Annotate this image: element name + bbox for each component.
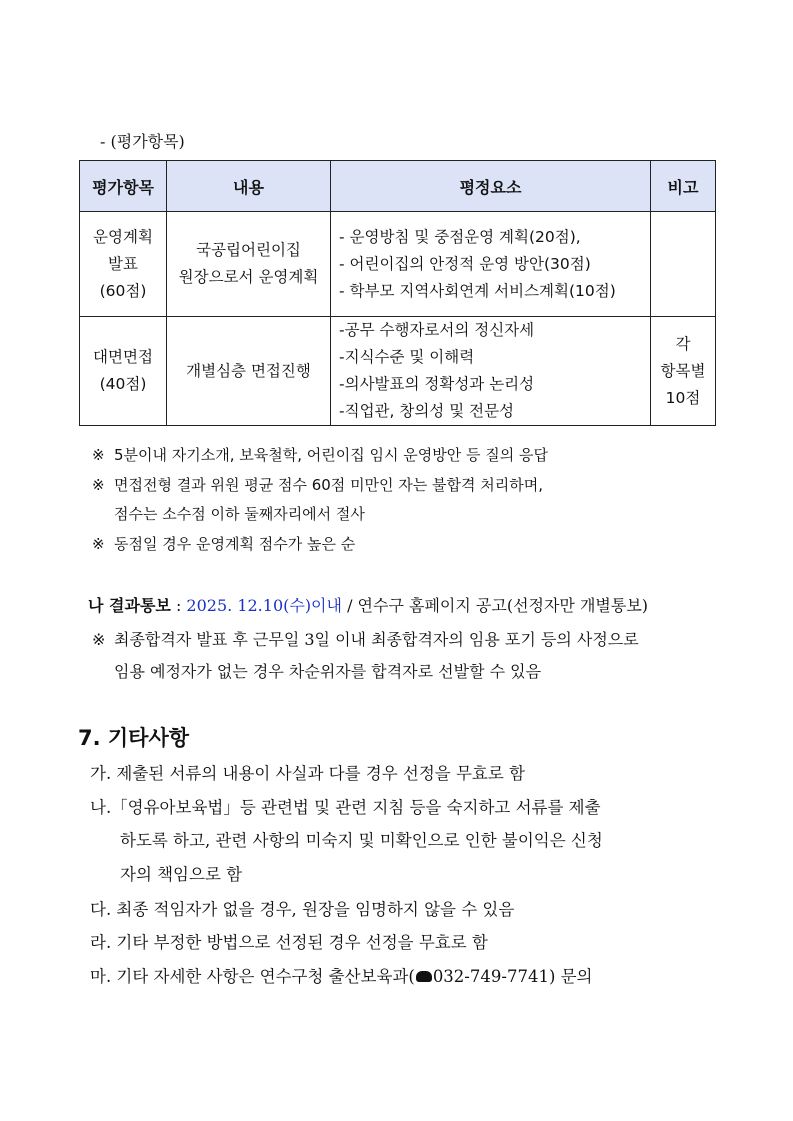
cell-content: 국공립어린이집 원장으로서 운영계획 (167, 212, 331, 317)
note: ※ 5분이내 자기소개, 보육철학, 어린이집 임시 운영방안 등 질의 응답 (92, 446, 548, 464)
list-item-continuation: 하도록 하고, 관련 사항의 미숙지 및 미확인으로 인한 불이익은 신청 (120, 831, 603, 850)
note-mark: ※ (92, 446, 105, 464)
result-date: 2025. 12.10(수)이내 (186, 596, 342, 615)
table-row (80, 317, 716, 426)
cell-factors: -공무 수행자로서의 정신자세 -지식수준 및 이해력 -의사발표의 정확성과 논리성 -직업관, 창의성 및 전문성 (331, 317, 651, 426)
result-detail: / 연수구 홈페이지 공고(선정자만 개별통보) (341, 596, 649, 615)
note-mark: ※ (92, 535, 105, 553)
cell-factors: - 운영방침 및 중점운영 계획(20점), - 어린이집의 안정적 운영 방안(30점) - 학부모 지역사회연계 서비스계획(10점) (331, 212, 651, 317)
list-item-continuation: 자의 책임으로 함 (120, 865, 243, 884)
note: ※ 면접전형 결과 위원 평균 점수 60점 미만인 자는 불합격 처리하며, (92, 476, 544, 494)
result-note: 임용 예정자가 없는 경우 차순위자를 합격자로 선발할 수 있음 (114, 662, 542, 681)
result-notice: 나 결과통보 : 2025. 12.10(수)이내 / 연수구 홈페이지 공고(선정자만 개별통보) (88, 596, 649, 615)
table-header-row (80, 161, 716, 212)
eval-items-heading: - (평가항목) (100, 132, 185, 151)
header-factors: 평정요소 (331, 161, 651, 212)
list-item: 마. 기타 자세한 사항은 연수구청 출산보육과( 032-749-7741) 문의 (90, 967, 593, 986)
cell-content: 개별심층 면접진행 (167, 317, 331, 426)
cell-item: 운영계획 발표 (60점) (80, 212, 167, 317)
header-content: 내용 (167, 161, 331, 212)
list-item: 가. 제출된 서류의 내용이 사실과 다를 경우 선정을 무효로 함 (90, 764, 525, 783)
list-item: 다. 최종 적임자가 없을 경우, 원장을 임명하지 않을 수 있음 (90, 900, 515, 919)
phone-icon (416, 971, 432, 982)
header-eval-item: 평가항목 (80, 161, 167, 212)
section-title: 7. 기타사항 (78, 726, 190, 750)
evaluation-table (79, 160, 716, 426)
table-row (80, 212, 716, 317)
note-mark: ※ (92, 630, 106, 649)
note: 점수는 소수점 이하 둘째자리에서 절사 (114, 505, 365, 523)
result-label: 나 결과통보 (88, 596, 171, 615)
note: ※ 동점일 경우 운영계획 점수가 높은 순 (92, 535, 356, 553)
list-item: 라. 기타 부정한 방법으로 선정된 경우 선정을 무효로 함 (90, 933, 488, 952)
note-mark: ※ (92, 476, 105, 494)
result-note: ※ 최종합격자 발표 후 근무일 3일 이내 최종합격자의 임용 포기 등의 사정으로 (92, 630, 639, 649)
cell-remark: 각 항목별 10점 (651, 317, 716, 426)
contact-phone: 032-749-7741) 문의 (432, 967, 593, 986)
cell-item: 대면면접 (40점) (80, 317, 167, 426)
cell-remark (651, 212, 716, 317)
list-item: 나.「영유아보육법」등 관련법 및 관련 지침 등을 숙지하고 서류를 제출 (90, 798, 601, 817)
header-remark: 비고 (651, 161, 716, 212)
